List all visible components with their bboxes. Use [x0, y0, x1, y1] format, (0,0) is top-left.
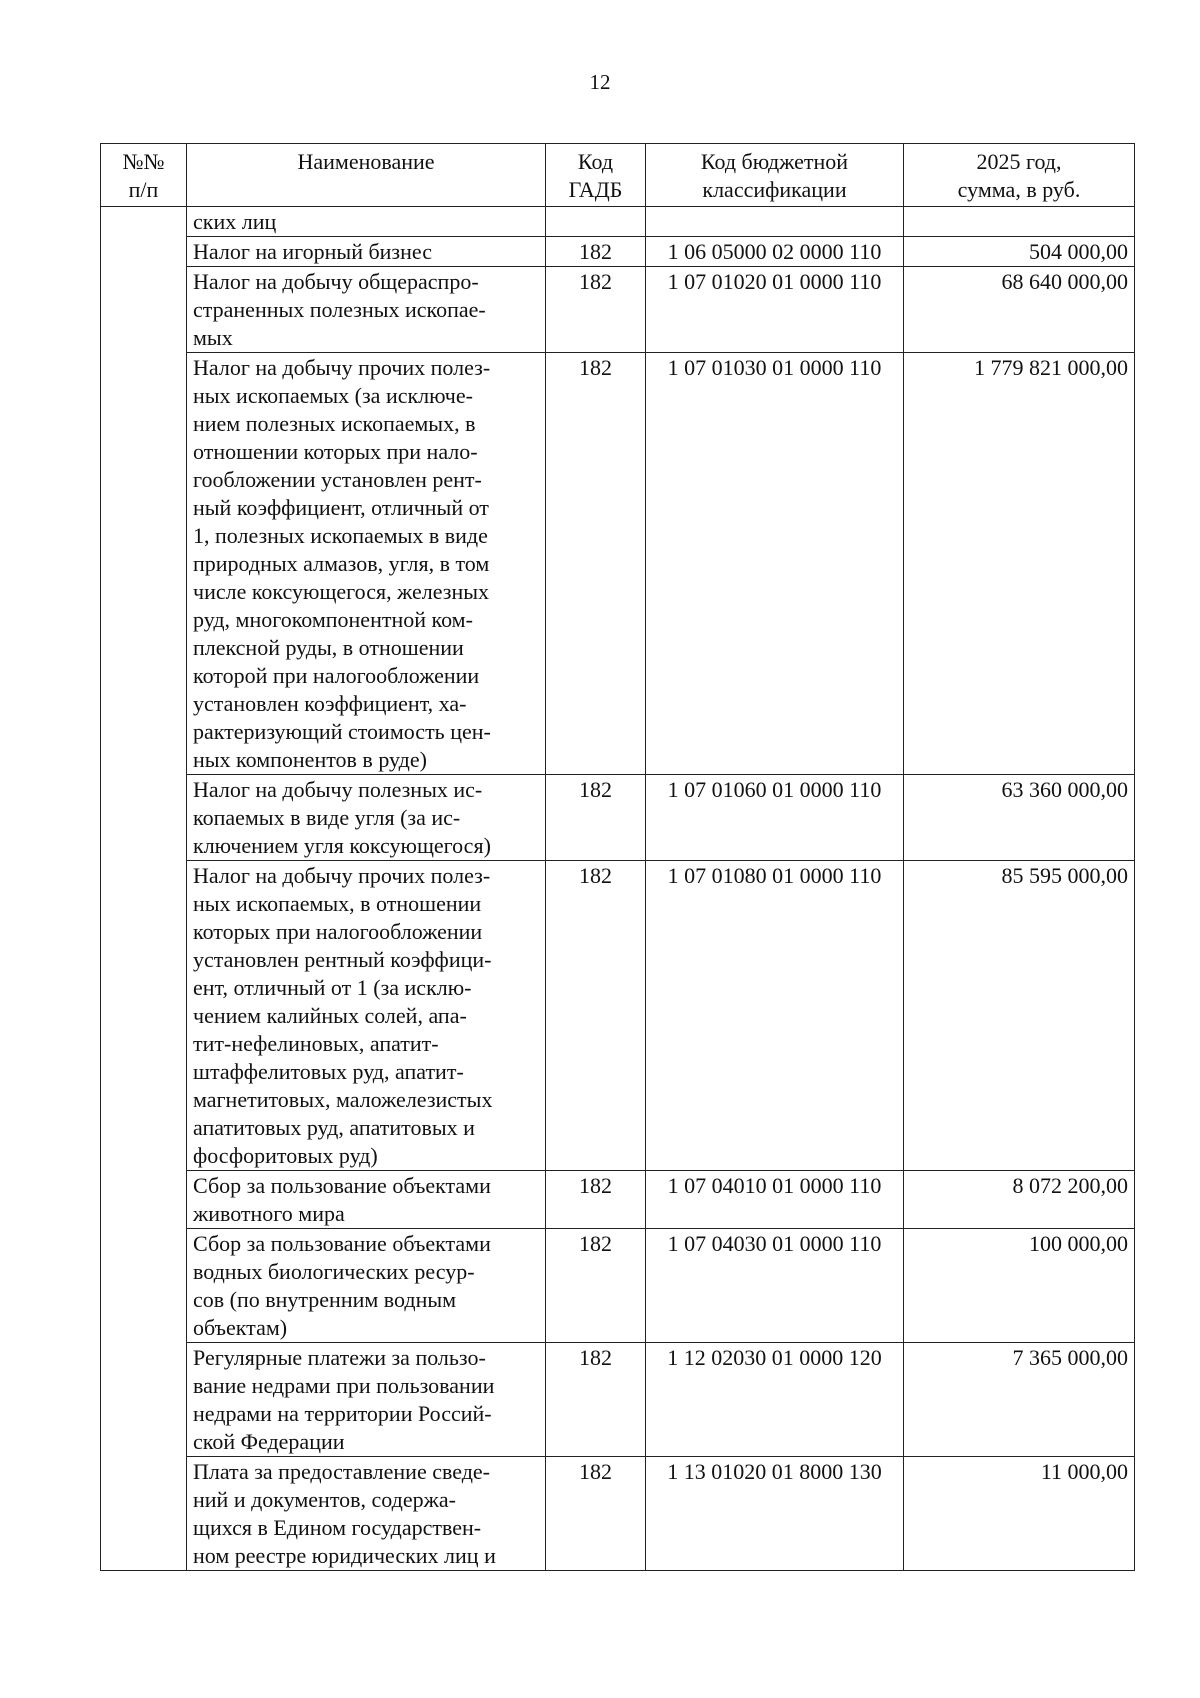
cell-name-line: ской Федерации	[193, 1429, 345, 1454]
cell-name-line: водных биологических ресур-	[193, 1259, 475, 1284]
cell-name-line: объектам)	[193, 1315, 288, 1340]
cell-name-line: Налог на добычу общераспро-	[193, 269, 479, 294]
table-row	[101, 237, 1135, 267]
cell-amount: 8 072 200,00	[904, 1171, 1135, 1229]
cell-name-line: сов (по внутренним водным	[193, 1287, 457, 1312]
cell-name-line: Налог на добычу полезных ис-	[193, 777, 483, 802]
cell-name-line: фосфоритовых руд)	[193, 1143, 378, 1168]
cell-name-line: природных алмазов, угля, в том	[193, 551, 490, 576]
cell-budget-code: 1 06 05000 02 0000 110	[646, 237, 904, 267]
cell-name	[187, 353, 546, 775]
cell-name-line: ных компонентов в руде)	[193, 747, 427, 772]
cell-name-line: ских лиц	[193, 209, 277, 234]
header-2025-amount: 2025 год, сумма, в руб.	[904, 144, 1135, 207]
cell-name-line: тит-нефелиновых, апатит-	[193, 1031, 439, 1056]
cell-gadb-code: 182	[546, 861, 646, 1171]
cell-gadb-code: 182	[546, 1457, 646, 1571]
table-row	[101, 353, 1135, 775]
table-row	[101, 1171, 1135, 1229]
cell-name	[187, 207, 546, 237]
cell-name-line: Регулярные платежи за пользо-	[193, 1345, 486, 1370]
cell-name-line: 1, полезных ископаемых в виде	[193, 523, 488, 548]
cell-name-line: установлен коэффициент, ха-	[193, 691, 467, 716]
cell-name	[187, 1229, 546, 1343]
cell-name-line: апатитовых руд, апатитовых и	[193, 1115, 475, 1140]
cell-name-line: рактеризующий стоимость цен-	[193, 719, 491, 744]
page-number: 12	[589, 70, 611, 94]
table-row	[101, 1229, 1135, 1343]
cell-amount: 100 000,00	[904, 1229, 1135, 1343]
table-row	[101, 207, 1135, 237]
header-number: №№ п/п	[101, 144, 187, 207]
cell-name-line: штаффелитовых руд, апатит-	[193, 1059, 464, 1084]
cell-name-line: ний и документов, содержа-	[193, 1487, 456, 1512]
cell-name-line: ный коэффициент, отличный от	[193, 495, 489, 520]
cell-name-line: чением калийных солей, апа-	[193, 1003, 467, 1028]
cell-number	[101, 207, 187, 1571]
table-row	[101, 861, 1135, 1171]
cell-name-line: ключением угля коксующегося)	[193, 833, 491, 858]
cell-name-line: страненных полезных ископае-	[193, 297, 486, 322]
cell-name-line: ент, отличный от 1 (за исклю-	[193, 975, 472, 1000]
cell-gadb-code: 182	[546, 1171, 646, 1229]
table-body	[101, 207, 1135, 1571]
cell-budget-code: 1 07 01080 01 0000 110	[646, 861, 904, 1171]
cell-amount: 63 360 000,00	[904, 775, 1135, 861]
cell-budget-code: 1 07 01020 01 0000 110	[646, 267, 904, 353]
cell-amount: 1 779 821 000,00	[904, 353, 1135, 775]
cell-budget-code: 1 12 02030 01 0000 120	[646, 1343, 904, 1457]
cell-gadb-code	[546, 207, 646, 237]
cell-name	[187, 775, 546, 861]
table-row	[101, 1343, 1135, 1457]
cell-amount: 68 640 000,00	[904, 267, 1135, 353]
cell-gadb-code: 182	[546, 237, 646, 267]
cell-name-line: которых при налогообложении	[193, 919, 483, 944]
cell-name	[187, 1457, 546, 1571]
cell-name-line: установлен рентный коэффици-	[193, 947, 492, 972]
cell-name-line: гообложении установлен рент-	[193, 467, 482, 492]
table-header-row	[101, 144, 1135, 207]
cell-name-line: Налог на добычу прочих полез-	[193, 355, 491, 380]
cell-name-line: мых	[193, 325, 233, 350]
cell-name-line: ных ископаемых (за исключе-	[193, 383, 473, 408]
cell-name-line: недрами на территории Россий-	[193, 1401, 492, 1426]
cell-name-line: ном реестре юридических лиц и	[193, 1543, 496, 1568]
cell-gadb-code: 182	[546, 1343, 646, 1457]
cell-amount: 85 595 000,00	[904, 861, 1135, 1171]
cell-amount: 11 000,00	[904, 1457, 1135, 1571]
cell-name-line: вание недрами при пользовании	[193, 1373, 495, 1398]
header-name: Наименование	[187, 144, 546, 207]
budget-revenue-table	[100, 143, 1135, 1571]
table-row	[101, 1457, 1135, 1571]
cell-name	[187, 267, 546, 353]
cell-budget-code: 1 07 01060 01 0000 110	[646, 775, 904, 861]
cell-name-line: Плата за предоставление сведе-	[193, 1459, 490, 1484]
cell-name-line: ных ископаемых, в отношении	[193, 891, 482, 916]
cell-name-line: Сбор за пользование объектами	[193, 1173, 491, 1198]
cell-name	[187, 1343, 546, 1457]
cell-name-line: числе коксующегося, железных	[193, 579, 490, 604]
cell-name-line: нием полезных ископаемых, в	[193, 411, 476, 436]
cell-name-line: которой при налогообложении	[193, 663, 480, 688]
cell-gadb-code: 182	[546, 775, 646, 861]
table-row	[101, 267, 1135, 353]
cell-gadb-code: 182	[546, 353, 646, 775]
cell-gadb-code: 182	[546, 1229, 646, 1343]
cell-name	[187, 1171, 546, 1229]
cell-name-line: копаемых в виде угля (за ис-	[193, 805, 461, 830]
table-row	[101, 775, 1135, 861]
cell-amount: 7 365 000,00	[904, 1343, 1135, 1457]
cell-name-line: Сбор за пользование объектами	[193, 1231, 491, 1256]
cell-name-line: плексной руды, в отношении	[193, 635, 464, 660]
cell-name-line: магнетитовых, маложелезистых	[193, 1087, 493, 1112]
header-budget-classification-code: Код бюджетной классификации	[646, 144, 904, 207]
cell-budget-code: 1 07 04010 01 0000 110	[646, 1171, 904, 1229]
cell-budget-code: 1 07 04030 01 0000 110	[646, 1229, 904, 1343]
cell-amount	[904, 207, 1135, 237]
cell-amount: 504 000,00	[904, 237, 1135, 267]
cell-budget-code	[646, 207, 904, 237]
cell-gadb-code: 182	[546, 267, 646, 353]
cell-name-line: руд, многокомпонентной ком-	[193, 607, 473, 632]
cell-name-line: щихся в Едином государствен-	[193, 1515, 482, 1540]
cell-name	[187, 237, 546, 267]
cell-name-line: Налог на игорный бизнес	[193, 239, 432, 264]
header-gadb-code: Код ГАДБ	[546, 144, 646, 207]
cell-name-line: животного мира	[193, 1201, 345, 1226]
cell-budget-code: 1 13 01020 01 8000 130	[646, 1457, 904, 1571]
cell-name-line: Налог на добычу прочих полез-	[193, 863, 491, 888]
cell-name-line: отношении которых при нало-	[193, 439, 478, 464]
cell-name	[187, 861, 546, 1171]
cell-budget-code: 1 07 01030 01 0000 110	[646, 353, 904, 775]
